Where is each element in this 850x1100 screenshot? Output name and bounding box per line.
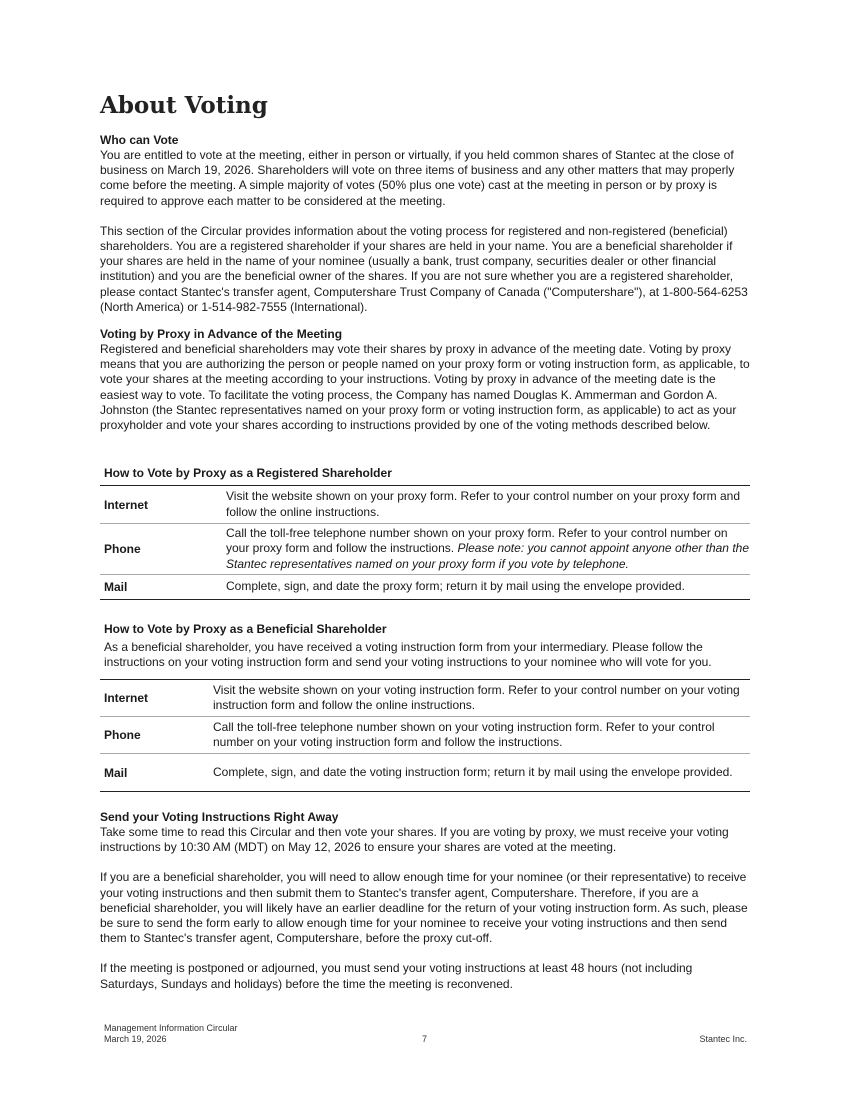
section-heading: Who can Vote xyxy=(100,133,179,147)
table-row xyxy=(100,754,750,792)
method-label: Phone xyxy=(104,728,141,742)
method-description xyxy=(226,526,750,572)
method-note: Please note: you cannot appoint anyone other than the Stantec representatives named on your proxy form if you vote by telephone. xyxy=(226,541,749,571)
page-title: About Voting xyxy=(100,92,268,119)
table-title: How to Vote by Proxy as a Registered Shareholder xyxy=(104,466,392,480)
method-description: Visit the website shown on your voting instruction form. Refer to your control number on your voting instruction form and follow the online instructions. xyxy=(213,682,740,712)
method-description: Visit the website shown on your proxy form. Refer to your control number on your proxy form and follow the online instructions. xyxy=(226,489,741,519)
method-label: Mail xyxy=(104,765,128,780)
paragraph: You are entitled to vote at the meeting, either in person or virtually, if you held common shares of Stantec at the close of business on March 19, 2026. Shareholders will vote on three items of business and any other matters that may properly come before the meeting. A simple majority of votes (50% plus one vote) cast at the meeting in person or by proxy is required to approve each matter to be considered at the meeting. xyxy=(100,148,735,208)
table-title: How to Vote by Proxy as a Beneficial Shareholder xyxy=(104,622,387,636)
table-row xyxy=(100,486,750,524)
method-text: Call the toll-free telephone number shown on your proxy form. Refer to your control number on your proxy form and follow the instructions. xyxy=(226,526,728,556)
method-description: Complete, sign, and date the voting instruction form; return it by mail using the envelope provided. xyxy=(213,764,733,779)
registered-shareholder-table xyxy=(100,485,750,600)
table-row xyxy=(100,680,750,717)
table-row xyxy=(100,575,750,600)
send-instructions-section xyxy=(100,810,750,992)
footer-left xyxy=(104,1023,238,1045)
method-description: Complete, sign, and date the proxy form; return it by mail using the envelope provided. xyxy=(226,579,685,594)
voting-by-proxy-section xyxy=(100,327,750,433)
footer-date: March 19, 2026 xyxy=(104,1034,167,1044)
paragraph: Registered and beneficial shareholders may vote their shares by proxy in advance of the meeting date. Voting by proxy means that you are authorizing the person or people named on your proxy form or voting instruction form, as applicable, to vote your shares at the meeting according to your instructions. Voting by proxy in advance of the meeting date is the easiest way to vote. To facilitate the voting process, the Company has named Douglas K. Ammerman and Gordon A. Johnston (the Stantec representatives named on your proxy form or voting instruction form, as applicable) to act as your proxyholder and vote your shares according to instructions provided by one of the voting methods described below. xyxy=(100,342,750,433)
method-label: Internet xyxy=(104,691,149,705)
who-can-vote-section xyxy=(100,133,750,315)
table-row xyxy=(100,717,750,754)
method-label: Mail xyxy=(104,580,128,594)
method-description: Call the toll-free telephone number shown on your voting instruction form. Refer to your control number on your voting instruction form and follow the instructions. xyxy=(213,719,715,749)
table-row xyxy=(100,524,750,575)
footer-company: Stantec Inc. xyxy=(699,1034,747,1044)
method-label: Phone xyxy=(104,542,141,556)
paragraph: If the meeting is postponed or adjourned, you must send your voting instructions at least 48 hours (not including Saturdays, Sundays and holidays) before the time the meeting is reconvened. xyxy=(100,961,693,991)
section-heading: Send your Voting Instructions Right Away xyxy=(100,810,339,824)
page-number: 7 xyxy=(422,1034,428,1044)
paragraph: Take some time to read this Circular and then vote your shares. If you are voting by proxy, we must receive your voting instructions by 10:30 AM (MDT) on May 12, 2026 to ensure your shares are voted at the meeting. xyxy=(100,825,729,855)
paragraph: This section of the Circular provides information about the voting process for registered and non-registered (beneficial) shareholders. You are a registered shareholder if your shares are held in your name. You are a beneficial shareholder if your shares are held in the name of your nominee (usually a bank, trust company, securities dealer or other financial institution) and you are the beneficial owner of the shares. If you are not sure whether you are a registered shareholder, please contact Stantec's transfer agent, Computershare Trust Company of Canada ("Computershare"), at 1-800-564-6253 (North America) or 1-514-982-7555 (International). xyxy=(100,223,748,314)
section-heading: Voting by Proxy in Advance of the Meeting xyxy=(100,327,343,341)
footer-doc-name: Management Information Circular xyxy=(104,1023,238,1033)
paragraph: As a beneficial shareholder, you have received a voting instruction form from your intermediary. Please follow the instructions on your voting instruction form and send your voting instructions to your nominee who will vote for you. xyxy=(104,640,712,670)
paragraph: If you are a beneficial shareholder, you will need to allow enough time for your nominee (or their representative) to receive your voting instructions and then submit them to Stantec's transfer agent, Computershare. Therefore, if you are a beneficial shareholder, you will likely have an earlier deadline for the return of your voting instruction form. As such, please be sure to send the form early to allow enough time for your nominee to receive your voting instructions and then send them to Stantec's transfer agent, Computershare, before the proxy cut-off. xyxy=(100,870,748,946)
beneficial-shareholder-table xyxy=(100,679,750,792)
method-label: Internet xyxy=(104,497,149,512)
